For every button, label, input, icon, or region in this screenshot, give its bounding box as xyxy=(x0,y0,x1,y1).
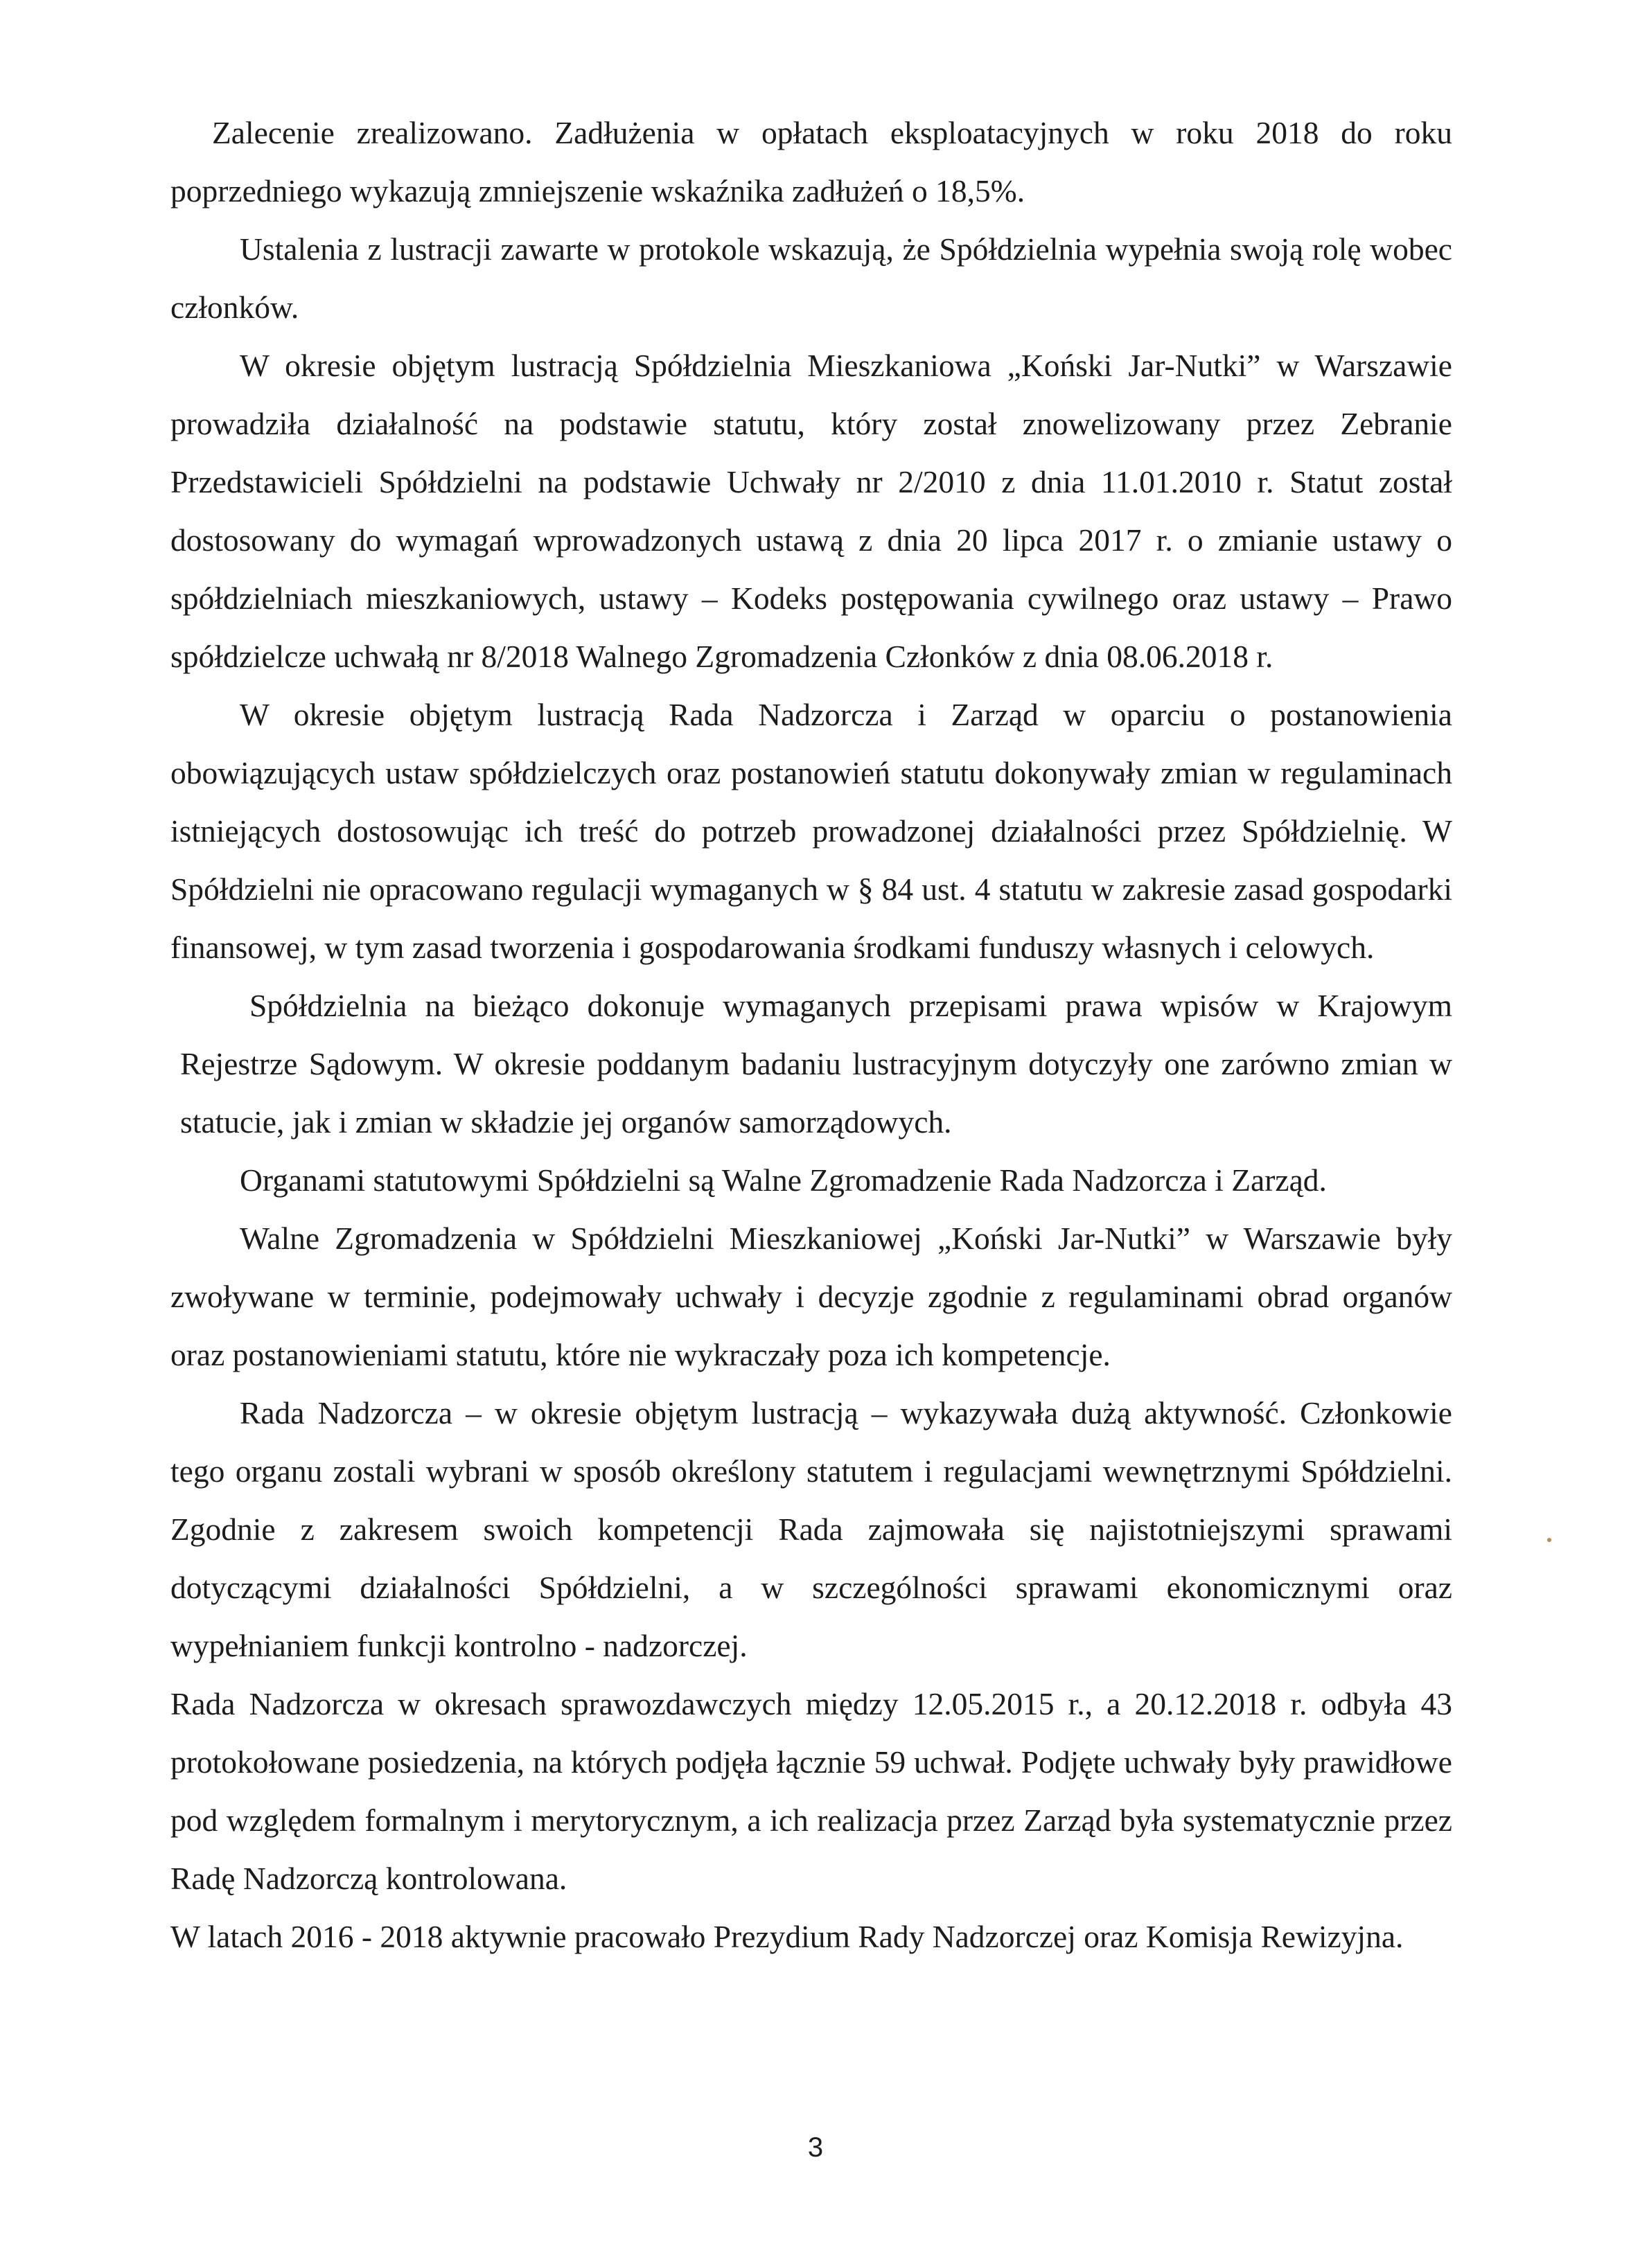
paragraph-supervisory-board: Rada Nadzorcza – w okresie objętym lustracją – wykazywała dużą aktywność. Członkowie tego organu zostali wybrani w sposób określony statutem i regulacjami wewnętrznymi Spółdzielni. Zgodnie z zakresem swoich kompetencji Rada zajmowała się najistotniejszymi sprawami dotyczącymi działalności Spółdzielni, a w szczególności sprawami ekonomicznymi oraz wypełnianiem funkcji kontrolno - nadzorczej. xyxy=(170,1395,1452,1663)
paragraph-statute: W okresie objętym lustracją Spółdzielnia Mieszkaniowa „Koński Jar-Nutki” w Warszawie prowadziła działalność na podstawie statutu, który został znowelizowany przez Zebranie Przedstawicieli Spółdzielni na podstawie Uchwały nr 2/2010 z dnia 11.01.2010 r. Statut został dostosowany do wymagań wprowadzonych ustawą z dnia 20 lipca 2017 r. o zmianie ustawy o spółdzielniach mieszkaniowych, ustawy – Kodeks postępowania cywilnego oraz ustawy – Prawo spółdzielcze uchwałą nr 8/2018 Walnego Zgromadzenia Członków z dnia 08.06.2018 r. xyxy=(170,348,1452,674)
paragraph-krs-register: Spółdzielnia na bieżąco dokonuje wymaganych przepisami prawa wpisów w Krajowym Rejestrze Sądowym. W okresie poddanym badaniu lustracyjnym dotyczyły one zarówno zmian w statucie, jak i zmian w składzie jej organów samorządowych. xyxy=(180,988,1452,1140)
paragraph-lustration-findings: Ustalenia z lustracji zawarte w protokole wskazują, że Spółdzielnia wypełnia swoją rolę wobec członków. xyxy=(170,231,1452,325)
paragraph-presidium: W latach 2016 - 2018 aktywnie pracowało Prezydium Rady Nadzorczej oraz Komisja Rewizyjna. xyxy=(170,1919,1404,1954)
paragraph-regulations: W okresie objętym lustracją Rada Nadzorcza i Zarząd w oparciu o postanowienia obowiązujących ustaw spółdzielczych oraz postanowień statutu dokonywały zmian w regulaminach istniejących dostosowując ich treść do potrzeb prowadzonej działalności przez Spółdzielnię. W Spółdzielni nie opracowano regulacji wymaganych w § 84 ust. 4 statutu w zakresie zasad gospodarki finansowej, w tym zasad tworzenia i gospodarowania środkami funduszy własnych i celowych. xyxy=(170,697,1452,965)
paragraph-debt-reduction: Zalecenie zrealizowano. Zadłużenia w opłatach eksploatacyjnych w roku 2018 do roku poprzedniego wykazują zmniejszenie wskaźnika zadłużeń o 18,5%. xyxy=(170,115,1452,209)
body-text xyxy=(170,104,1452,1966)
page-number: 3 xyxy=(807,2132,824,2163)
scan-speck xyxy=(1547,1538,1551,1542)
paragraph-statutory-bodies: Organami statutowymi Spółdzielni są Walne Zgromadzenie Rada Nadzorcza i Zarząd. xyxy=(240,1162,1327,1198)
paragraph-general-assembly: Walne Zgromadzenia w Spółdzielni Mieszkaniowej „Koński Jar-Nutki” w Warszawie były zwoływane w terminie, podejmowały uchwały i decyzje zgodnie z regulaminami obrad organów oraz postanowieniami statutu, które nie wykraczały poza ich kompetencje. xyxy=(170,1221,1452,1372)
paragraph-board-meetings: Rada Nadzorcza w okresach sprawozdawczych między 12.05.2015 r., a 20.12.2018 r. odbyła 43 protokołowane posiedzenia, na których podjęła łącznie 59 uchwał. Podjęte uchwały były prawidłowe pod względem formalnym i merytorycznym, a ich realizacja przez Zarząd była systematycznie przez Radę Nadzorczą kontrolowana. xyxy=(170,1686,1452,1896)
